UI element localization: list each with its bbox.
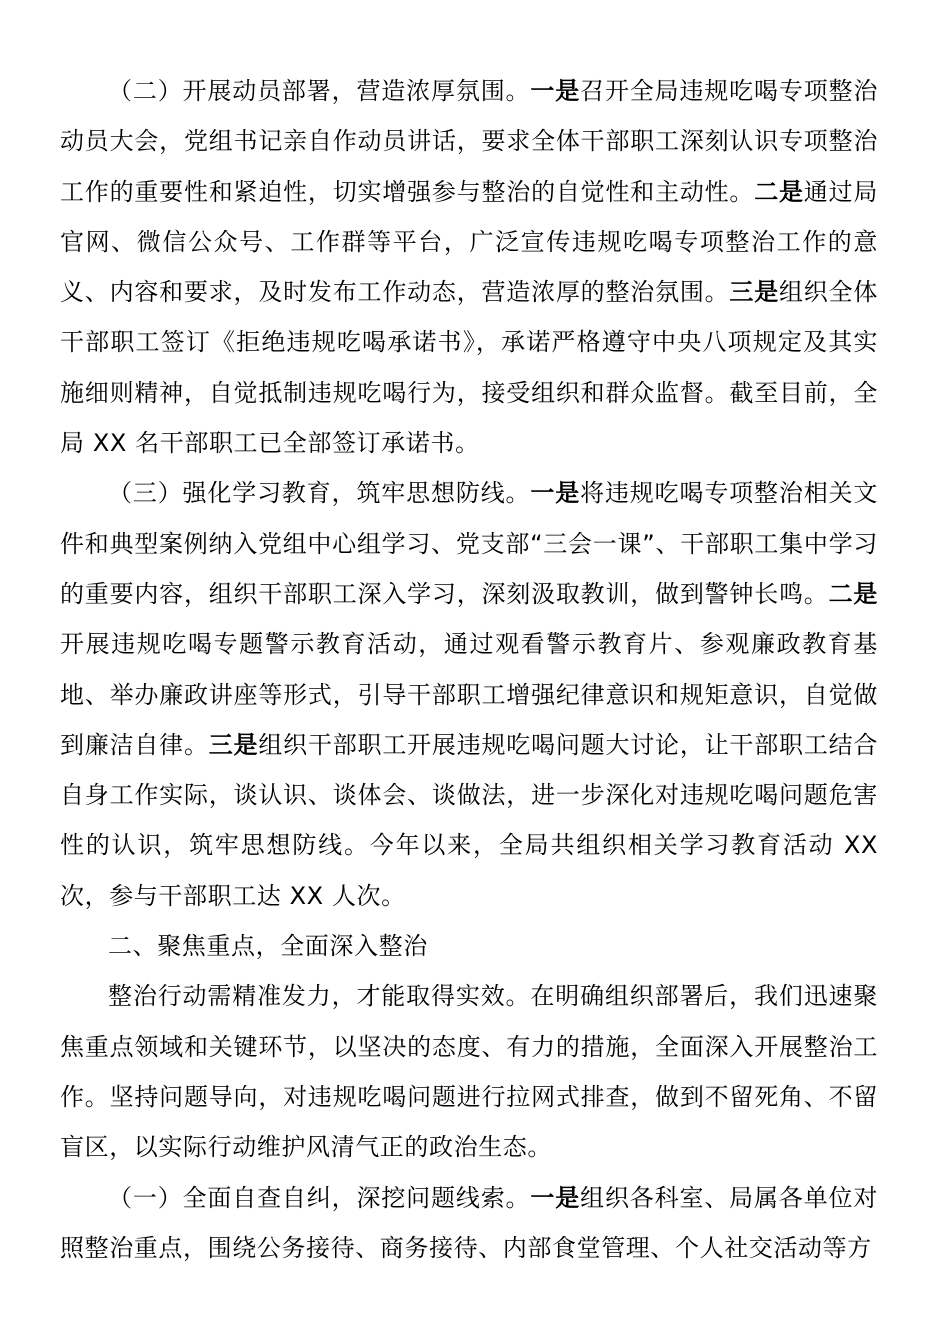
paragraph-self-check: [60, 1173, 878, 1274]
section-heading: 二、聚焦重点，全面深入整治: [108, 932, 428, 961]
paragraph-intro: （三）强化学习教育，筑牢思想防线。: [108, 479, 531, 508]
point-label: 一是: [530, 1183, 581, 1212]
section-intro-paragraph: 整治行动需精准发力，才能取得实效。在明确组织部署后，我们迅速聚焦重点领域和关键环节，以坚决的态度、有力的措施，全面深入开展整治工作。坚持问题导向，对违规吃喝问题进行拉网式排查，做到不留死角、不留盲区，以实际行动维护风清气正的政治生态。: [60, 982, 878, 1162]
point-text: 将违规吃喝专项整治相关文件和典型案例纳入党组中心组学习、党支部“三会一课”、干部职工集中学习的重要内容，组织干部职工深入学习，深刻汲取教训，做到警钟长鸣。: [60, 479, 879, 608]
document-page: [60, 66, 878, 1273]
point-text: 组织各科室、局属各单位对照整治重点，围绕公务接待、商务接待、内部食堂管理、个人社交活动等方: [60, 1183, 879, 1262]
point-label: 三是: [729, 278, 780, 307]
point-text: 组织干部职工开展违规吃喝问题大讨论，让干部职工结合自身工作实际，谈认识、谈体会、谈做法，进一步深化对违规吃喝问题危害性的认识，筑牢思想防线。今年以来，全局共组织相关学习教育活动 XX 次，参与干部职工达 XX 人次。: [60, 730, 878, 910]
point-label: 三是: [208, 730, 259, 759]
point-label: 二是: [754, 177, 804, 206]
point-label: 二是: [828, 579, 878, 608]
point-text: 通过局官网、微信公众号、工作群等平台，广泛宣传违规吃喝专项整治工作的意义、内容和要求，及时发布工作动态，营造浓厚的整治氛围。: [60, 177, 878, 307]
paragraph-mobilization: [60, 66, 878, 468]
point-text: 召开全局违规吃喝专项整治动员大会，党组书记亲自作动员讲话，要求全体干部职工深刻认识专项整治工作的重要性和紧迫性，切实增强参与整治的自觉性和主动性。: [60, 77, 879, 206]
paragraph-education: [60, 468, 878, 921]
point-label: 一是: [530, 479, 581, 508]
paragraph-intro: （一）全面自查自纠，深挖问题线索。: [108, 1183, 531, 1212]
point-text: 组织全体干部职工签订《拒绝违规吃喝承诺书》，承诺严格遵守中央八项规定及其实施细则精神，自觉抵制违规吃喝行为，接受组织和群众监督。截至目前，全局 XX 名干部职工已全部签订承诺书。: [60, 278, 878, 458]
paragraph-intro: （二）开展动员部署，营造浓厚氛围。: [108, 77, 531, 105]
point-text: 开展违规吃喝专题警示教育活动，通过观看警示教育片、参观廉政教育基地、举办廉政讲座等形式，引导干部职工增强纪律意识和规矩意识，自觉做到廉洁自律。: [60, 630, 878, 759]
point-label: 一是: [530, 77, 581, 105]
